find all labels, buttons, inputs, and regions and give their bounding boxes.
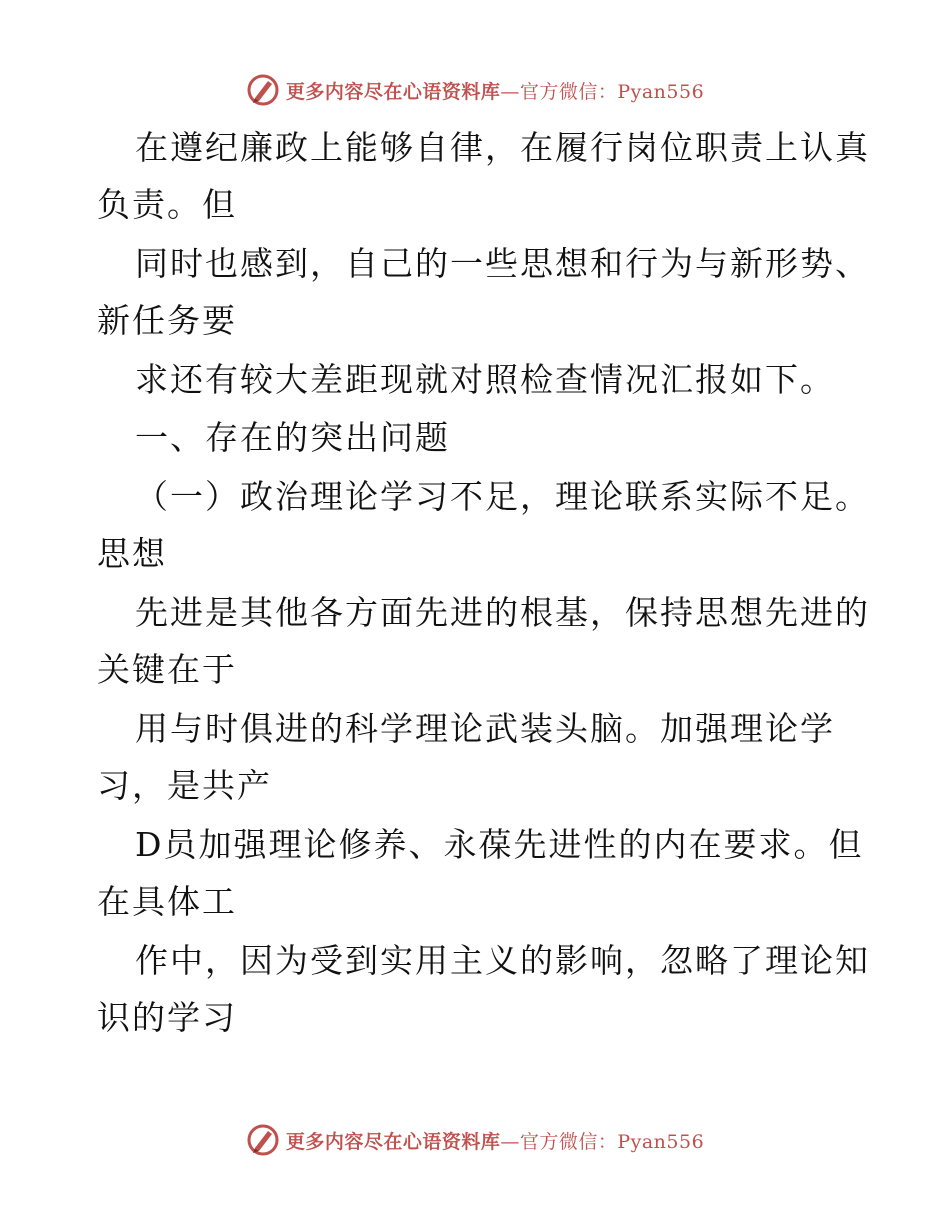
header-watermark	[0, 70, 950, 110]
watermark-tail: —官方微信：Pyan556	[500, 80, 705, 103]
text-line: 在具体工	[97, 882, 237, 921]
text-line: 关键在于	[97, 650, 237, 689]
text-line: 同时也感到，自己的一些思想和行为与新形势、	[135, 244, 870, 283]
pen-circle-logo-icon	[246, 1123, 280, 1157]
watermark-text	[286, 1127, 704, 1154]
watermark-text	[286, 77, 704, 104]
text-line: 思想	[97, 534, 167, 573]
watermark-main: 更多内容尽在心语资料库	[285, 1130, 501, 1153]
text-line: 识的学习	[97, 998, 237, 1037]
text-line: 负责。但	[97, 185, 237, 224]
watermark-tail: —官方微信：Pyan556	[500, 1130, 705, 1153]
subsection-heading: （一）政治理论学习不足，理论联系实际不足。	[135, 477, 870, 516]
text-line: 求还有较大差距现就对照检查情况汇报如下。	[135, 360, 835, 399]
watermark-main: 更多内容尽在心语资料库	[285, 80, 501, 103]
text-line: 作中，因为受到实用主义的影响，忽略了理论知	[135, 941, 870, 980]
text-line: 在遵纪廉政上能够自律，在履行岗位职责上认真	[135, 128, 870, 167]
section-heading: 一、存在的突出问题	[135, 418, 450, 457]
footer-watermark	[0, 1120, 950, 1160]
text-line: 新任务要	[97, 301, 237, 340]
text-line: 用与时俱进的科学理论武装头脑。加强理论学	[135, 709, 835, 748]
text-line: 习，是共产	[97, 766, 272, 805]
pen-circle-logo-icon	[246, 73, 280, 107]
text-line: D员加强理论修养、永葆先进性的内在要求。但	[135, 825, 864, 864]
text-line: 先进是其他各方面先进的根基，保持思想先进的	[135, 593, 870, 632]
